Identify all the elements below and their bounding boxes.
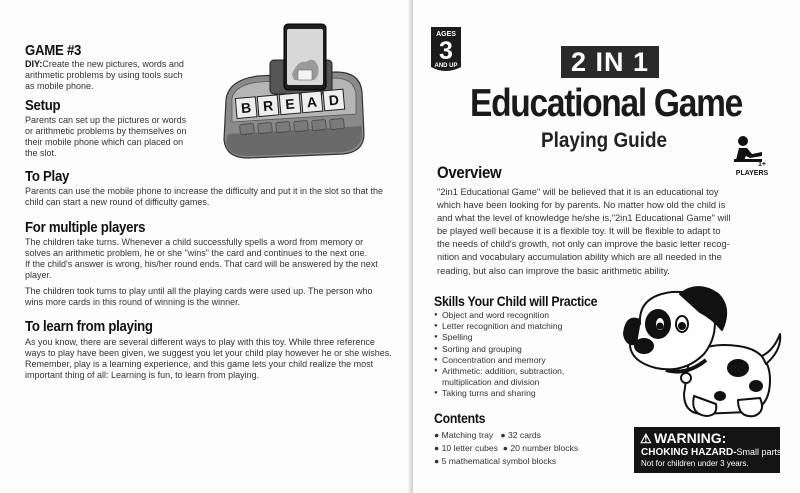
dog-illustration bbox=[620, 284, 785, 422]
learn-title: To learn from playing bbox=[25, 318, 153, 335]
setup-line-4: the slot. bbox=[25, 148, 57, 158]
overview-line-3: and what the level of knowledge he/she is,"2in1 Educational Game" will bbox=[437, 213, 731, 224]
game3-title: GAME #3 bbox=[25, 42, 82, 59]
to-play-text bbox=[25, 186, 383, 208]
letter-cube-4-label: A bbox=[306, 93, 318, 111]
learn-text bbox=[25, 337, 392, 381]
players-number: 1+ bbox=[758, 161, 766, 168]
warning-title-text: WARNING: bbox=[654, 430, 727, 446]
age-badge-top: AGES bbox=[436, 31, 456, 38]
multiple-line-1: The children take turns. Whenever a child successfully spells a word from memory or bbox=[25, 237, 364, 247]
contents-title: Contents bbox=[434, 410, 486, 426]
contents-row-2 bbox=[434, 443, 578, 454]
letter-cube-1-label: B bbox=[240, 99, 252, 117]
to-play-title: To Play bbox=[25, 168, 70, 185]
contents-item: 20 number blocks bbox=[510, 443, 579, 453]
multiple-players-text bbox=[25, 237, 378, 281]
warning-hazard bbox=[641, 447, 784, 458]
contents-bullet-icon: ● bbox=[500, 430, 506, 440]
overview-title: Overview bbox=[437, 163, 502, 182]
learn-line-3: Remember, play is a learning experience, and this game lets your child realize the most bbox=[25, 359, 374, 369]
to-play-line-2: child can start a new round of difficulty games. bbox=[25, 197, 210, 207]
contents-item: 5 mathematical symbol blocks bbox=[441, 456, 557, 466]
multiple-line-6: wins more cards in this round of winning is the winner. bbox=[25, 297, 241, 307]
skill-item: ● Letter recognition and matching bbox=[434, 321, 564, 332]
multiple-line-3: If the child's answer is wrong, his/her round ends. That card will be answered by the next bbox=[25, 259, 378, 269]
age-badge-bottom: AND UP bbox=[434, 63, 458, 69]
game3-lead: DIY: bbox=[25, 59, 43, 69]
game3-line-3: as mobile phone. bbox=[25, 81, 94, 91]
setup-text bbox=[25, 115, 187, 159]
contents-row-1 bbox=[434, 430, 541, 441]
game3-line-1: Create the new pictures, words and bbox=[42, 59, 184, 69]
overview-line-6: nition and vocabulary accumulation ability which are all needed in the bbox=[437, 252, 722, 263]
game3-text bbox=[25, 59, 184, 92]
players-badge bbox=[730, 132, 774, 178]
contents-bullet-icon: ● bbox=[434, 456, 440, 466]
learn-line-4: important thing of all: Learning is fun, to learn from playing. bbox=[25, 370, 260, 380]
setup-line-3: their mobile phone which can placed on bbox=[25, 137, 184, 147]
overview-line-2: which have been looking for by parents. No matter how old the child is bbox=[437, 200, 726, 211]
skill-item: ● Spelling bbox=[434, 332, 564, 343]
skill-item-continuation: multiplication and division bbox=[442, 377, 540, 388]
age-badge bbox=[428, 27, 464, 75]
skills-list bbox=[434, 310, 564, 400]
contents-item: Matching tray bbox=[441, 430, 494, 440]
multiple-line-4: player. bbox=[25, 270, 52, 280]
to-play-line-1: Parents can use the mobile phone to increase the difficulty and put it in the slot so that the bbox=[25, 186, 384, 196]
setup-line-1: Parents can set up the pictures or words bbox=[25, 115, 187, 125]
multiple-players-title: For multiple players bbox=[25, 219, 146, 236]
letter-cube-2-label: R bbox=[262, 97, 274, 115]
contents-bullet-icon: ● bbox=[502, 443, 508, 453]
overview-line-4: be played well because it is a flexible toy. It will be flexible to adapt to bbox=[437, 226, 721, 237]
skill-item: ● Object and word recognition bbox=[434, 310, 564, 321]
choking-warning bbox=[634, 427, 785, 473]
subtitle: Playing Guide bbox=[541, 129, 668, 152]
contents-row-3 bbox=[434, 456, 556, 467]
game3-line-2: arithmetic problems by using tools such bbox=[25, 70, 183, 80]
game-device-image bbox=[218, 22, 368, 162]
skill-item: ● Sorting and grouping bbox=[434, 344, 564, 355]
multiple-line-2: solves an arithmetic problem, he or she "wins" the card and continues to the next one. bbox=[25, 248, 368, 258]
contents-bullet-icon: ● bbox=[434, 443, 440, 453]
skill-item: ● Concentration and memory bbox=[434, 355, 564, 366]
player-person-icon bbox=[734, 136, 762, 162]
warning-note: Not for children under 3 years. bbox=[641, 459, 749, 468]
learn-line-2: ways to play have been given, we suggest you let your child play however he or she wishes. bbox=[25, 348, 392, 358]
contents-item: 10 letter cubes bbox=[441, 443, 498, 453]
contents-item: 32 cards bbox=[507, 430, 541, 440]
warning-hazard-rest: Small parts. bbox=[736, 447, 785, 457]
overview-line-5: the needs of child's growth, not only can improve the basic letter recog- bbox=[437, 239, 730, 250]
letter-cube-5-label: D bbox=[328, 91, 340, 109]
overview-line-7: reading, but also can improve the basic arithmetic ability. bbox=[437, 265, 670, 276]
skill-item: ● Arithmetic: addition, subtraction, bbox=[434, 366, 564, 377]
multiple-players-text-2 bbox=[25, 286, 373, 308]
skill-item: ● Taking turns and sharing bbox=[434, 388, 564, 399]
setup-line-2: or arithmetic problems by themselves on bbox=[25, 126, 187, 136]
skills-title: Skills Your Child will Practice bbox=[434, 293, 598, 309]
warning-title bbox=[640, 430, 726, 447]
overview-text bbox=[437, 186, 730, 278]
main-title: Educational Game bbox=[470, 82, 742, 125]
overview-line-1: "2in1 Educational Game" will be believed that it is an educational toy bbox=[437, 187, 719, 197]
warning-triangle-icon: ⚠ bbox=[640, 431, 652, 446]
multiple-line-5: The children took turns to play until all the playing cards were used up. The person who bbox=[25, 286, 373, 296]
letter-cube-3-label: E bbox=[284, 95, 296, 113]
contents-bullet-icon: ● bbox=[434, 430, 440, 440]
title-2in1-badge: 2 IN 1 bbox=[561, 46, 659, 78]
players-label: PLAYERS bbox=[735, 170, 769, 177]
warning-hazard-bold: CHOKING HAZARD- bbox=[641, 447, 737, 458]
learn-line-1: As you know, there are several different ways to play with this toy. While three reference bbox=[25, 337, 375, 347]
age-badge-number: 3 bbox=[439, 37, 453, 65]
setup-title: Setup bbox=[25, 97, 61, 114]
